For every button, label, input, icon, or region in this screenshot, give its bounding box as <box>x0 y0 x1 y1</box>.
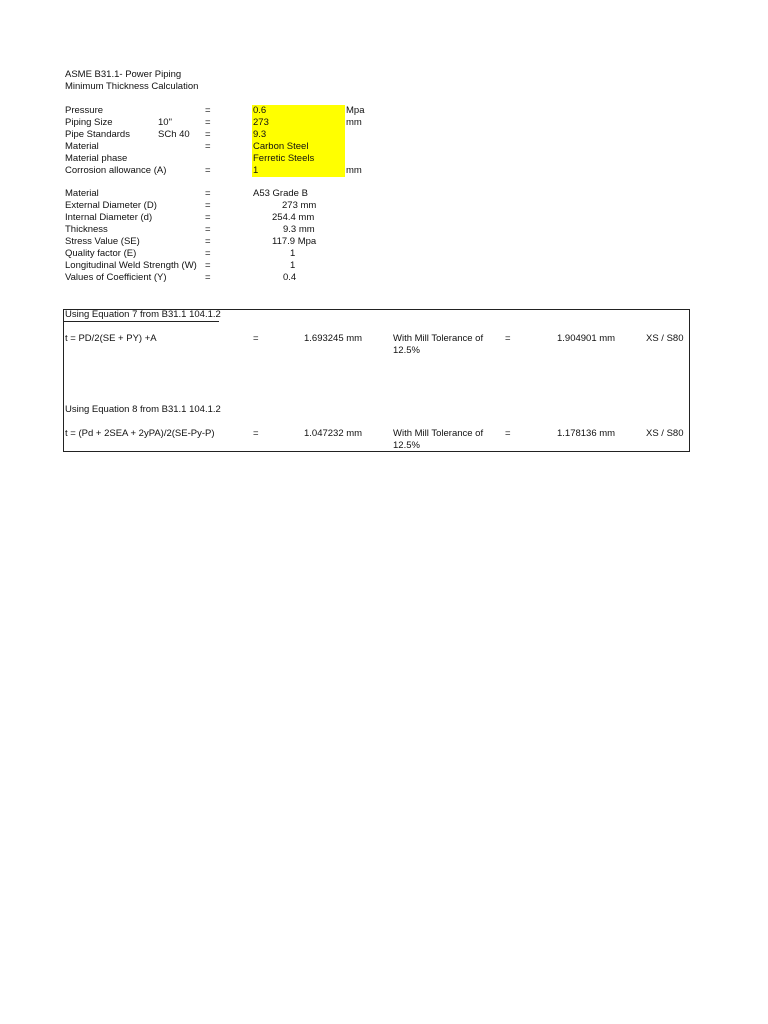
mill-tolerance-label: With Mill Tolerance of <box>393 333 484 344</box>
input-row-piping-size <box>0 117 768 129</box>
property-row-quality-factor <box>0 248 768 260</box>
input-value-cell[interactable]: Ferretic Steels <box>252 153 345 165</box>
input-row-material <box>0 141 768 153</box>
property-row-stress-value <box>0 236 768 248</box>
property-value: 254.4 mm <box>272 212 315 223</box>
property-value: 9.3 mm <box>283 224 315 235</box>
equation-formula: t = (Pd + 2SEA + 2yPA)/2(SE-Py-P) <box>65 428 215 439</box>
property-value: 0.4 <box>283 272 297 283</box>
sheet-title: ASME B31.1- Power Piping <box>65 69 182 80</box>
input-value-cell[interactable]: 273 <box>252 117 345 129</box>
input-label: Material <box>65 141 99 152</box>
equals-sign: = <box>205 260 211 271</box>
equals-sign: = <box>505 428 511 439</box>
property-label: Longitudinal Weld Strength (W) <box>65 260 197 271</box>
property-row-external-diameter <box>0 200 768 212</box>
equals-sign: = <box>253 333 259 344</box>
sheet-subtitle: Minimum Thickness Calculation <box>65 81 199 92</box>
equation-8-row <box>0 428 768 440</box>
property-label: Quality factor (E) <box>65 248 137 259</box>
equals-sign: = <box>205 141 211 152</box>
property-label: Stress Value (SE) <box>65 236 140 247</box>
equation-result: 1.693245 mm <box>304 333 363 344</box>
equals-sign: = <box>205 129 211 140</box>
property-label: Material <box>65 188 99 199</box>
input-row-pressure <box>0 105 768 117</box>
mill-tolerance-label: With Mill Tolerance of <box>393 428 484 439</box>
input-label: Piping Size <box>65 117 113 128</box>
equals-sign: = <box>205 117 211 128</box>
property-label: External Diameter (D) <box>65 200 157 211</box>
input-spec: 10" <box>158 117 172 128</box>
property-row-coefficient <box>0 272 768 284</box>
property-value: 273 mm <box>282 200 317 211</box>
property-value: A53 Grade B <box>253 188 308 199</box>
input-row-material-phase <box>0 153 768 165</box>
equation-7-row <box>0 333 768 345</box>
input-unit: Mpa <box>346 105 365 116</box>
property-label: Thickness <box>65 224 108 235</box>
input-value-cell[interactable]: 1 <box>252 165 345 177</box>
property-value: 117.9 Mpa <box>272 236 317 247</box>
tolerance-result: 1.904901 mm <box>557 333 616 344</box>
property-value: 1 <box>290 248 296 259</box>
equals-sign: = <box>253 428 259 439</box>
input-spec: SCh 40 <box>158 129 190 140</box>
pipe-schedule: XS / S80 <box>646 333 684 344</box>
equals-sign: = <box>205 200 211 211</box>
property-row-thickness <box>0 224 768 236</box>
property-label: Values of Coefficient (Y) <box>65 272 167 283</box>
input-value-cell[interactable]: Carbon Steel <box>252 141 345 153</box>
input-label: Corrosion allowance (A) <box>65 165 167 176</box>
equals-sign: = <box>205 165 211 176</box>
input-unit: mm <box>346 117 362 128</box>
tolerance-result: 1.178136 mm <box>557 428 616 439</box>
input-unit: mm <box>346 165 362 176</box>
input-label: Material phase <box>65 153 128 164</box>
equals-sign: = <box>205 248 211 259</box>
equals-sign: = <box>205 105 211 116</box>
input-row-corrosion-allowance <box>0 165 768 177</box>
property-row-weld-strength <box>0 260 768 272</box>
equation-result: 1.047232 mm <box>304 428 363 439</box>
input-label: Pressure <box>65 105 104 116</box>
input-value-cell[interactable]: 9.3 <box>252 129 345 141</box>
equals-sign: = <box>205 236 211 247</box>
equals-sign: = <box>505 333 511 344</box>
equals-sign: = <box>205 224 211 235</box>
property-row-material <box>0 188 768 200</box>
equals-sign: = <box>205 212 211 223</box>
input-row-pipe-standards <box>0 129 768 141</box>
results-heading-underline <box>63 321 219 322</box>
pipe-schedule: XS / S80 <box>646 428 684 439</box>
equals-sign: = <box>205 188 211 199</box>
mill-tolerance-percent: 12.5% <box>393 440 420 451</box>
equation-7-heading: Using Equation 7 from B31.1 104.1.2 <box>65 309 221 320</box>
property-row-internal-diameter <box>0 212 768 224</box>
equation-formula: t = PD/2(SE + PY) +A <box>65 333 157 344</box>
property-label: Internal Diameter (d) <box>65 212 153 223</box>
equation-8-heading: Using Equation 8 from B31.1 104.1.2 <box>65 404 221 415</box>
input-value-cell[interactable]: 0.6 <box>252 105 345 117</box>
property-value: 1 <box>290 260 296 271</box>
mill-tolerance-percent: 12.5% <box>393 345 420 356</box>
input-label: Pipe Standards <box>65 129 130 140</box>
equals-sign: = <box>205 272 211 283</box>
